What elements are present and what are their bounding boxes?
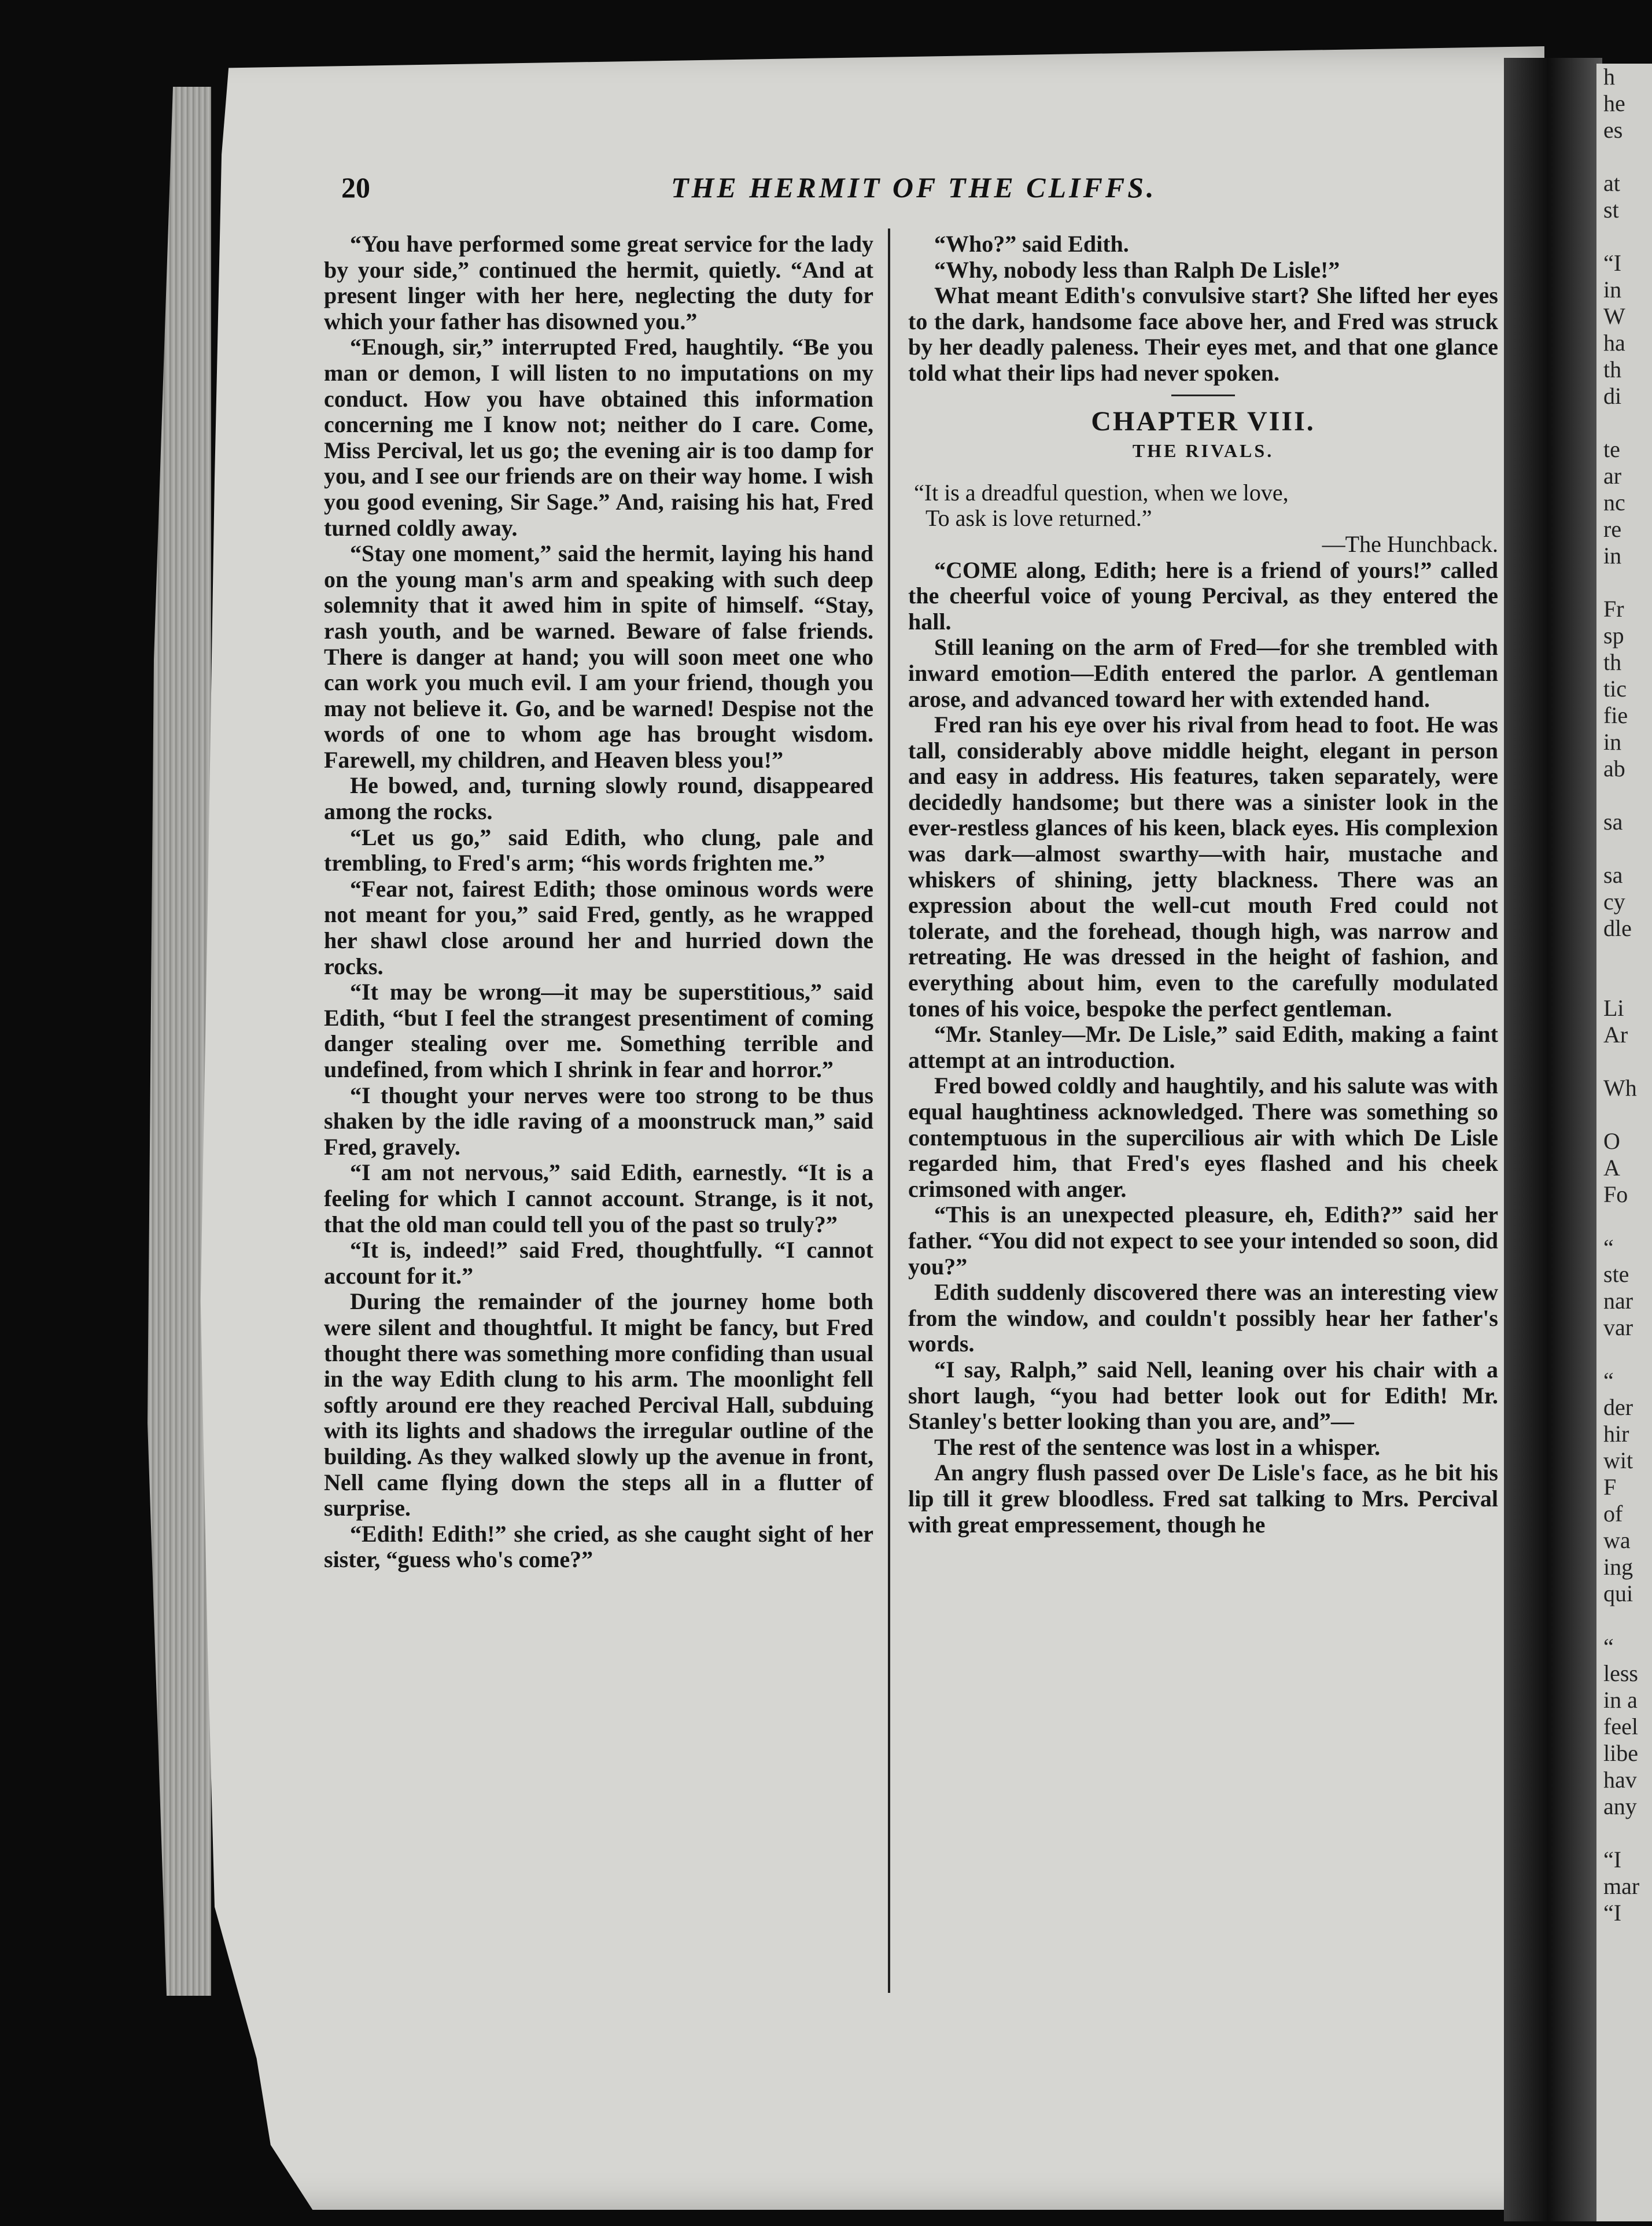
next-page-text-fragment — [1596, 942, 1652, 968]
next-page-text-fragment — [1596, 143, 1652, 170]
next-page-text-fragment: h — [1603, 64, 1615, 90]
next-page-text-fragment: sa — [1603, 809, 1623, 835]
next-page-text-fragment: in — [1603, 543, 1622, 569]
next-page-text-fragment: W — [1603, 303, 1625, 329]
next-page-text-fragment: “ — [1603, 1234, 1614, 1261]
next-page-text-fragment: A — [1603, 1155, 1620, 1181]
next-page-text-fragment: Li — [1603, 995, 1624, 1021]
epigraph-line: “It is a dreadful question, when we love, — [914, 479, 1289, 506]
next-page-text-fragment: Fr — [1603, 596, 1624, 622]
column-rule — [888, 229, 890, 1993]
book-gutter — [1504, 58, 1602, 2221]
next-page-text-fragment: es — [1603, 117, 1623, 143]
next-page-text-fragment: th — [1603, 356, 1622, 382]
paragraph: “Fear not, fairest Edith; those ominous words were not meant for you,” said Fred, gently, as he wrapped her shawl close around her and hurried down the rocks. — [324, 875, 873, 979]
next-page-text-fragment: less — [1603, 1660, 1638, 1686]
next-page-text-fragment: libe — [1603, 1740, 1638, 1766]
next-page-text-fragment: he — [1603, 90, 1625, 116]
next-page-text-fragment — [1596, 1341, 1652, 1368]
next-page-text-fragment: “I — [1603, 1900, 1622, 1926]
paragraph: “You have performed some great service for the lady by your side,” continued the hermit, quietly. “And at present linger with her here, neglecting the duty for which your father has disowned you.” — [324, 231, 873, 334]
paragraph: “Stay one moment,” said the hermit, laying his hand on the young man's arm and speaking with such deep solemnity that it awed him in spite of himself. “Stay, rash youth, and be warned. Beware of false friends. There is danger at hand; you will soon meet one who can work you much evil. I am your friend, though you may not believe it. Go, and be warned! Despise not the words of one to whom age has brought wisdom. Farewell, my children, and Heaven bless you!” — [324, 540, 873, 773]
paragraph: He bowed, and, turning slowly round, disappeared among the rocks. — [324, 772, 873, 825]
next-page-text-fragment: dle — [1603, 915, 1632, 941]
paragraph: During the remainder of the journey home both were silent and thoughtful. It might be fancy, but Fred thought there was something more confiding than usual in the way Edith clung to his arm. The moonlight fell softly around ere they reached Percival Hall, subduing with its lights and shadows the irregular outline of the building. As they walked slowly up the avenue in front, Nell came flying down the steps all in a flutter of surprise. — [324, 1288, 873, 1521]
next-page-text-fragment: st — [1603, 197, 1619, 223]
next-page-text-fragment: in — [1603, 729, 1622, 755]
paragraph: “Who?” said Edith. — [934, 231, 1129, 257]
next-page-text-fragment: Wh — [1603, 1075, 1637, 1101]
paragraph: An angry flush passed over De Lisle's face, as he bit his lip till it grew bloodless. Fred sat talking to Mrs. Percival with great empressement, though he — [908, 1460, 1498, 1538]
next-page-text-fragment: feel — [1603, 1713, 1638, 1739]
next-page-text-fragment: “I — [1603, 250, 1622, 276]
next-page-text-fragment — [1596, 1607, 1652, 1634]
next-page-text-fragment: hav — [1603, 1767, 1637, 1793]
next-page-text-fragment: ar — [1603, 463, 1622, 489]
paragraph: “I say, Ralph,” said Nell, leaning over his chair with a short laugh, “you had better look out for Edith! Mr. Stanley's better looking than you are, and”— — [908, 1356, 1498, 1435]
paragraph: “Enough, sir,” interrupted Fred, haughtily. “Be you man or demon, I will listen to no imputations on my conduct. How you have obtained this information concerning me I know not; neither do I care. Come, Miss Percival, let us go; the evening air is too damp for you, and I see our friends are on their way home. I wish you good evening, Sir Sage.” And, raising his hat, Fred turned coldly away. — [324, 334, 873, 541]
chapter-title: CHAPTER VIII. — [1091, 406, 1315, 437]
next-page-text-fragment: ab — [1603, 755, 1625, 782]
next-page-text-fragment: Fo — [1603, 1181, 1628, 1207]
paragraph: “It may be wrong—it may be superstitious,” said Edith, “but I feel the strangest presentiment of coming danger stealing over me. Something terrible and undefined, from which I shrink in fear and horror.” — [324, 979, 873, 1082]
paragraph: “Let us go,” said Edith, who clung, pale and trembling, to Fred's arm; “his words frighten me.” — [324, 824, 873, 876]
next-page-text-fragment: der — [1603, 1394, 1633, 1420]
next-page-text-fragment: wa — [1603, 1527, 1631, 1553]
right-column-body — [908, 558, 1498, 1538]
paragraph: “I am not nervous,” said Edith, earnestly. “It is a feeling for which I cannot account. Strange, is it not, that the old man could tell you of the past so truly?” — [324, 1159, 873, 1237]
paragraph: Fred bowed coldly and haughtily, and his salute was with equal haughtiness acknowledged. There was something so contemptuous in the supercilious air with which De Lisle regarded him, that Fred's eyes flashed and his cheek crimsoned with anger. — [908, 1073, 1498, 1202]
right-column — [908, 231, 1498, 1538]
next-page-text-fragment — [1596, 1820, 1652, 1847]
next-page-text-fragment: at — [1603, 170, 1620, 196]
paragraph: “Why, nobody less than Ralph De Lisle!” — [934, 256, 1340, 283]
paragraph: “I thought your nerves were too strong to be thus shaken by the idle raving of a moonstruck man,” said Fred, gravely. — [324, 1082, 873, 1160]
next-page-text-fragment: sp — [1603, 622, 1624, 648]
chapter-subtitle: THE RIVALS. — [1132, 440, 1274, 462]
paragraph: Still leaning on the arm of Fred—for she trembled with inward emotion—Edith entered the parlor. A gentleman arose, and advanced toward her with extended hand. — [908, 634, 1498, 712]
running-title: THE HERMIT OF THE CLIFFS. — [671, 171, 1157, 204]
next-page-text-fragment: any — [1603, 1793, 1637, 1819]
page-number: 20 — [341, 171, 370, 204]
next-page-text-fragment: th — [1603, 649, 1622, 675]
next-page-text-fragment — [1596, 782, 1652, 809]
next-page-text-fragment: in — [1603, 277, 1622, 303]
paragraph: “This is an unexpected pleasure, eh, Edith?” said her father. “You did not expect to see your intended so soon, did you?” — [908, 1202, 1498, 1280]
paragraph: Fred ran his eye over his rival from head to foot. He was tall, considerably above middle height, elegant in person and easy in address. His features, taken separately, were decidedly handsome; but there was a sinister look in the ever-restless glances of his keen, black eyes. His complexion was dark—almost swarthy—with hair, mustache and whiskers of shining, jetty blackness. There was an expression about the well-cut mouth Fred could not tolerate, and the forehead, though high, was narrow and retreating. He was dressed in the height of fashion, and everything about him, even to the carefully modulated tones of his voice, bespoke the perfect gentleman. — [908, 712, 1498, 1022]
next-page-text-fragment: qui — [1603, 1580, 1633, 1606]
next-page-fragment — [1596, 64, 1652, 2221]
next-page-text-fragment: ha — [1603, 330, 1625, 356]
left-column — [324, 231, 873, 1573]
next-page-text-fragment: “ — [1603, 1634, 1614, 1660]
next-page-text-fragment: O — [1603, 1128, 1620, 1154]
next-page-text-fragment — [1596, 968, 1652, 995]
next-page-text-fragment — [1596, 223, 1652, 250]
next-page-text-fragment: of — [1603, 1501, 1623, 1527]
next-page-text-fragment — [1596, 1208, 1652, 1234]
next-page-text-fragment — [1596, 410, 1652, 436]
next-page-text-fragment: fie — [1603, 702, 1628, 728]
next-page-text-fragment: te — [1603, 436, 1620, 462]
next-page-text-fragment: wit — [1603, 1447, 1633, 1473]
right-column-top — [908, 231, 1498, 386]
page-edge-stack — [148, 87, 211, 1996]
next-page-text-fragment: di — [1603, 383, 1622, 409]
next-page-text-fragment: ing — [1603, 1554, 1633, 1580]
next-page-text-fragment: mar — [1603, 1873, 1640, 1899]
paragraph: “COME along, Edith; here is a friend of yours!” called the cheerful voice of young Percival, as they entered the hall. — [908, 556, 1498, 635]
next-page-text-fragment: F — [1603, 1474, 1617, 1500]
next-page-text-fragment: ste — [1603, 1261, 1629, 1287]
next-page-text-fragment: nar — [1603, 1288, 1633, 1314]
paragraph: “Mr. Stanley—Mr. De Lisle,” said Edith, making a faint attempt at an introduction. — [908, 1021, 1498, 1073]
next-page-text-fragment: cy — [1603, 889, 1625, 915]
next-page-text-fragment: “I — [1603, 1847, 1622, 1873]
paragraph: What meant Edith's convulsive start? She lifted her eyes to the dark, handsome face above her, and Fred was struck by her deadly paleness. Their eyes met, and that one glance told what their lips had never spoken. — [908, 282, 1498, 386]
next-page-text-fragment: tic — [1603, 676, 1627, 702]
next-page-text-fragment — [1596, 569, 1652, 596]
epigraph-source: —The Hunchback. — [1322, 530, 1498, 557]
next-page-text-fragment: hir — [1603, 1421, 1629, 1447]
next-page-text-fragment — [1596, 1101, 1652, 1128]
next-page-text-fragment: in a — [1603, 1687, 1638, 1713]
page-header — [341, 171, 1487, 217]
next-page-text-fragment — [1596, 1048, 1652, 1075]
paragraph: “It is, indeed!” said Fred, thoughtfully. “I cannot account for it.” — [324, 1237, 873, 1289]
paragraph: The rest of the sentence was lost in a whisper. — [934, 1433, 1381, 1460]
next-page-text-fragment: Ar — [1603, 1022, 1628, 1048]
next-page-text-fragment — [1596, 835, 1652, 862]
next-page-text-fragment: “ — [1603, 1368, 1614, 1394]
chapter-rule — [1171, 395, 1235, 396]
next-page-text-fragment: nc — [1603, 489, 1625, 515]
next-page-text-fragment: re — [1603, 516, 1622, 542]
next-page-text-fragment: sa — [1603, 862, 1623, 888]
epigraph-line: To ask is love returned.” — [925, 505, 1152, 532]
paragraph: “Edith! Edith!” she cried, as she caught sight of her sister, “guess who's come?” — [324, 1520, 873, 1573]
next-page-text-fragment: var — [1603, 1314, 1633, 1340]
paragraph: Edith suddenly discovered there was an interesting view from the window, and couldn't possibly hear her father's words. — [908, 1279, 1498, 1357]
